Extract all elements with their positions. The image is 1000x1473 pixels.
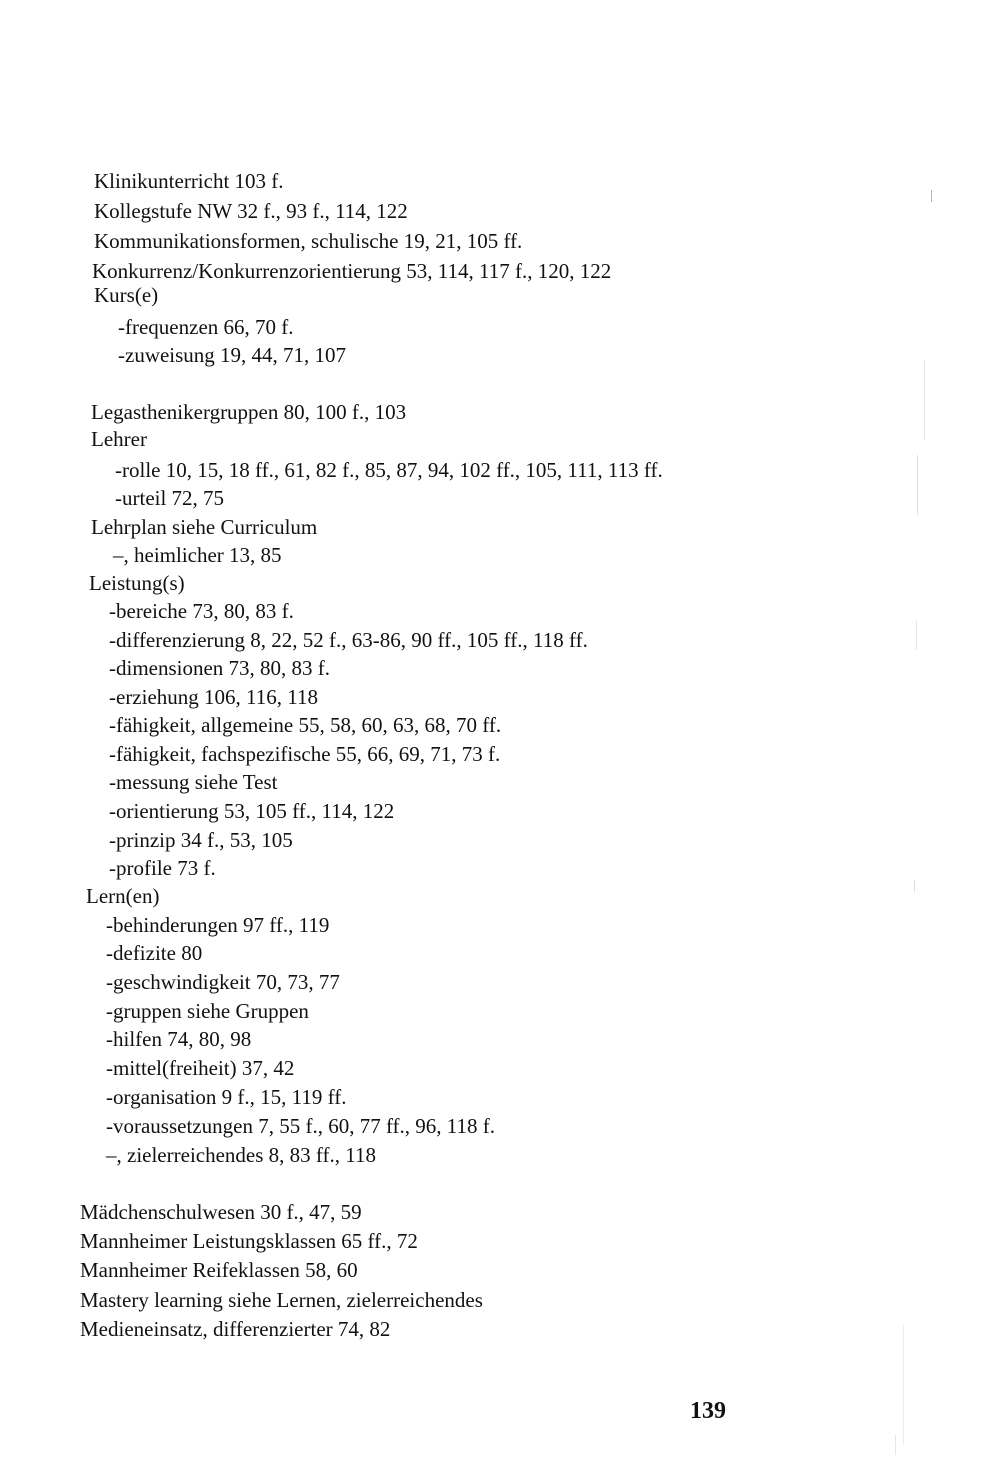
index-subentry-faehigkeit-allgemeine: -fähigkeit, allgemeine 55, 58, 60, 63, 68, 70 ff. [109, 713, 502, 737]
index-entry-kollegstufe: Kollegstufe NW 32 f., 93 f., 114, 122 [94, 199, 408, 223]
index-subentry-orientierung: -orientierung 53, 105 ff., 114, 122 [109, 799, 395, 823]
index-subentry-bereiche: -bereiche 73, 80, 83 f. [109, 599, 294, 623]
index-subentry-defizite: -defizite 80 [106, 941, 203, 965]
index-entry-klinikunterricht: Klinikunterricht 103 f. [94, 169, 284, 193]
scan-artifact [924, 360, 925, 440]
index-subentry-organisation: -organisation 9 f., 15, 119 ff. [106, 1085, 347, 1109]
index-subentry-messung: -messung siehe Test [109, 770, 278, 794]
index-subentry-mittel: -mittel(freiheit) 37, 42 [106, 1056, 295, 1080]
index-subentry-geschwindigkeit: -geschwindigkeit 70, 73, 77 [106, 970, 340, 994]
index-subentry-differenzierung: -differenzierung 8, 22, 52 f., 63-86, 90 ff., 105 ff., 118 ff. [109, 628, 588, 652]
index-entry-leistungs: Leistung(s) [89, 571, 185, 595]
index-subentry-profile: -profile 73 f. [109, 856, 216, 880]
index-entry-kurse: Kurs(e) [94, 283, 159, 307]
scan-artifact [917, 455, 918, 515]
scan-artifact [895, 1435, 896, 1455]
index-subentry-faehigkeit-fachspezifische: -fähigkeit, fachspezifische 55, 66, 69, 71, 73 f. [109, 742, 501, 766]
index-subentry-hilfen: -hilfen 74, 80, 98 [106, 1027, 252, 1051]
index-entry-lehrer: Lehrer [91, 427, 147, 451]
index-entry-mastery-learning: Mastery learning siehe Lernen, zielerreichendes [80, 1288, 483, 1312]
index-entry-lehrplan: Lehrplan siehe Curriculum [91, 515, 318, 539]
index-entry-mannheimer-reifeklassen: Mannheimer Reifeklassen 58, 60 [80, 1258, 358, 1282]
scan-artifact [916, 620, 917, 650]
page-number: 139 [690, 1398, 726, 1424]
index-entry-maedchenschulwesen: Mädchenschulwesen 30 f., 47, 59 [80, 1200, 362, 1224]
index-entry-kommunikationsformen: Kommunikationsformen, schulische 19, 21, 105 ff. [94, 229, 523, 253]
index-entry-legasthenikergruppen: Legasthenikergruppen 80, 100 f., 103 [91, 400, 407, 424]
index-entry-konkurrenz: Konkurrenz/Konkurrenzorientierung 53, 114, 117 f., 120, 122 [92, 259, 612, 283]
index-subentry-prinzip: -prinzip 34 f., 53, 105 [109, 828, 293, 852]
index-entry-mannheimer-leistungsklassen: Mannheimer Leistungsklassen 65 ff., 72 [80, 1229, 418, 1253]
index-subentry-erziehung: -erziehung 106, 116, 118 [109, 685, 318, 709]
index-subentry-frequenzen: -frequenzen 66, 70 f. [118, 315, 294, 339]
index-subentry-behinderungen: -behinderungen 97 ff., 119 [106, 913, 330, 937]
index-subentry-gruppen: -gruppen siehe Gruppen [106, 999, 309, 1023]
index-entry-medieneinsatz: Medieneinsatz, differenzierter 74, 82 [80, 1317, 391, 1341]
index-subentry-zielerreichendes: –, zielerreichendes 8, 83 ff., 118 [106, 1143, 376, 1167]
index-subentry-dimensionen: -dimensionen 73, 80, 83 f. [109, 656, 331, 680]
scan-artifact [914, 880, 915, 892]
scan-artifact [931, 190, 932, 202]
index-subentry-voraussetzungen: -voraussetzungen 7, 55 f., 60, 77 ff., 96, 118 f. [106, 1114, 496, 1138]
index-subentry-urteil: -urteil 72, 75 [115, 486, 225, 510]
index-subentry-rolle: -rolle 10, 15, 18 ff., 61, 82 f., 85, 87, 94, 102 ff., 105, 111, 113 ff. [115, 458, 663, 482]
index-entry-lernen: Lern(en) [86, 884, 160, 908]
index-subentry-heimlicher: –, heimlicher 13, 85 [113, 543, 282, 567]
scan-artifact [903, 1325, 904, 1445]
index-subentry-zuweisung: -zuweisung 19, 44, 71, 107 [118, 343, 347, 367]
